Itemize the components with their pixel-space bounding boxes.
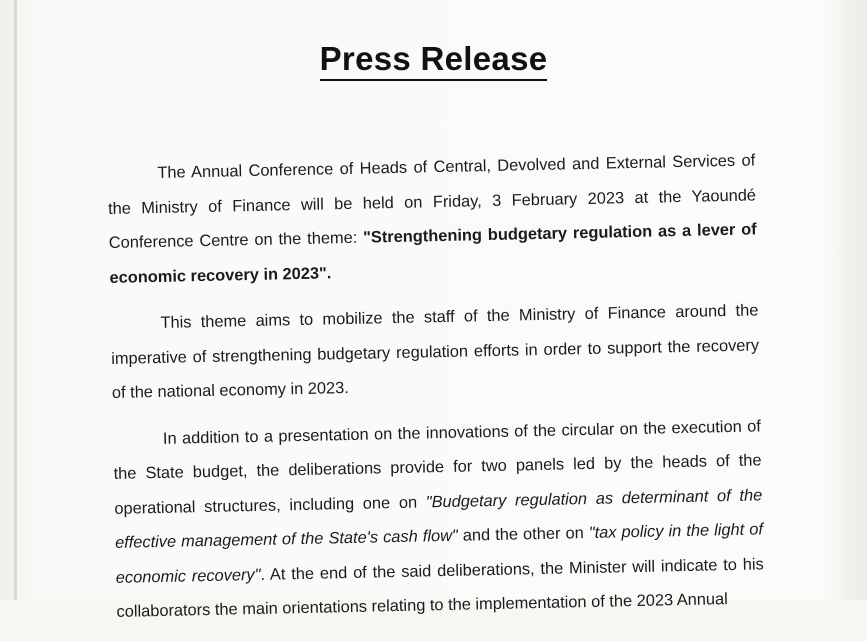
paragraph-3 <box>113 409 765 630</box>
panel-2-title: "tax policy in the light of economic recovery" <box>115 520 764 587</box>
page-edge-shadow <box>14 0 17 600</box>
title-text: Press Release <box>320 40 548 81</box>
paragraph-3-text-b: and the other on <box>457 523 589 545</box>
panel-1-title: "Budgetary regulation as determinant of the effective management of the State's cash flow" <box>114 485 763 552</box>
paragraph-3-text-a: In addition to a presentation on the innovations of the circular on the execution of the State budget, the deliberations provide for two panels led by the heads of the operational structures, including one on <box>113 416 762 518</box>
page-title <box>0 40 867 78</box>
paragraph-3-text-c: . At the end of the said deliberations, the Minister will indicate to his collaborators the main orientations relating to the implementation of the 2023 Annual <box>116 554 764 621</box>
paragraph-1 <box>107 143 758 295</box>
conference-theme: "Strengthening budgetary regulation as a lever of economic recovery in 2023". <box>109 220 757 287</box>
document-body <box>107 143 765 641</box>
paragraph-1-text: The Annual Conference of Heads of Central, Devolved and External Services of the Ministry of Finance will be held on Friday, 3 February 2023 at the Yaoundé Conference Centre on the theme: <box>107 151 757 252</box>
paragraph-2: This theme aims to mobilize the staff of the Ministry of Finance around the imperative of strengthening budgetary regulation efforts in order to support the recovery of the national economy in 2023. <box>111 301 760 402</box>
